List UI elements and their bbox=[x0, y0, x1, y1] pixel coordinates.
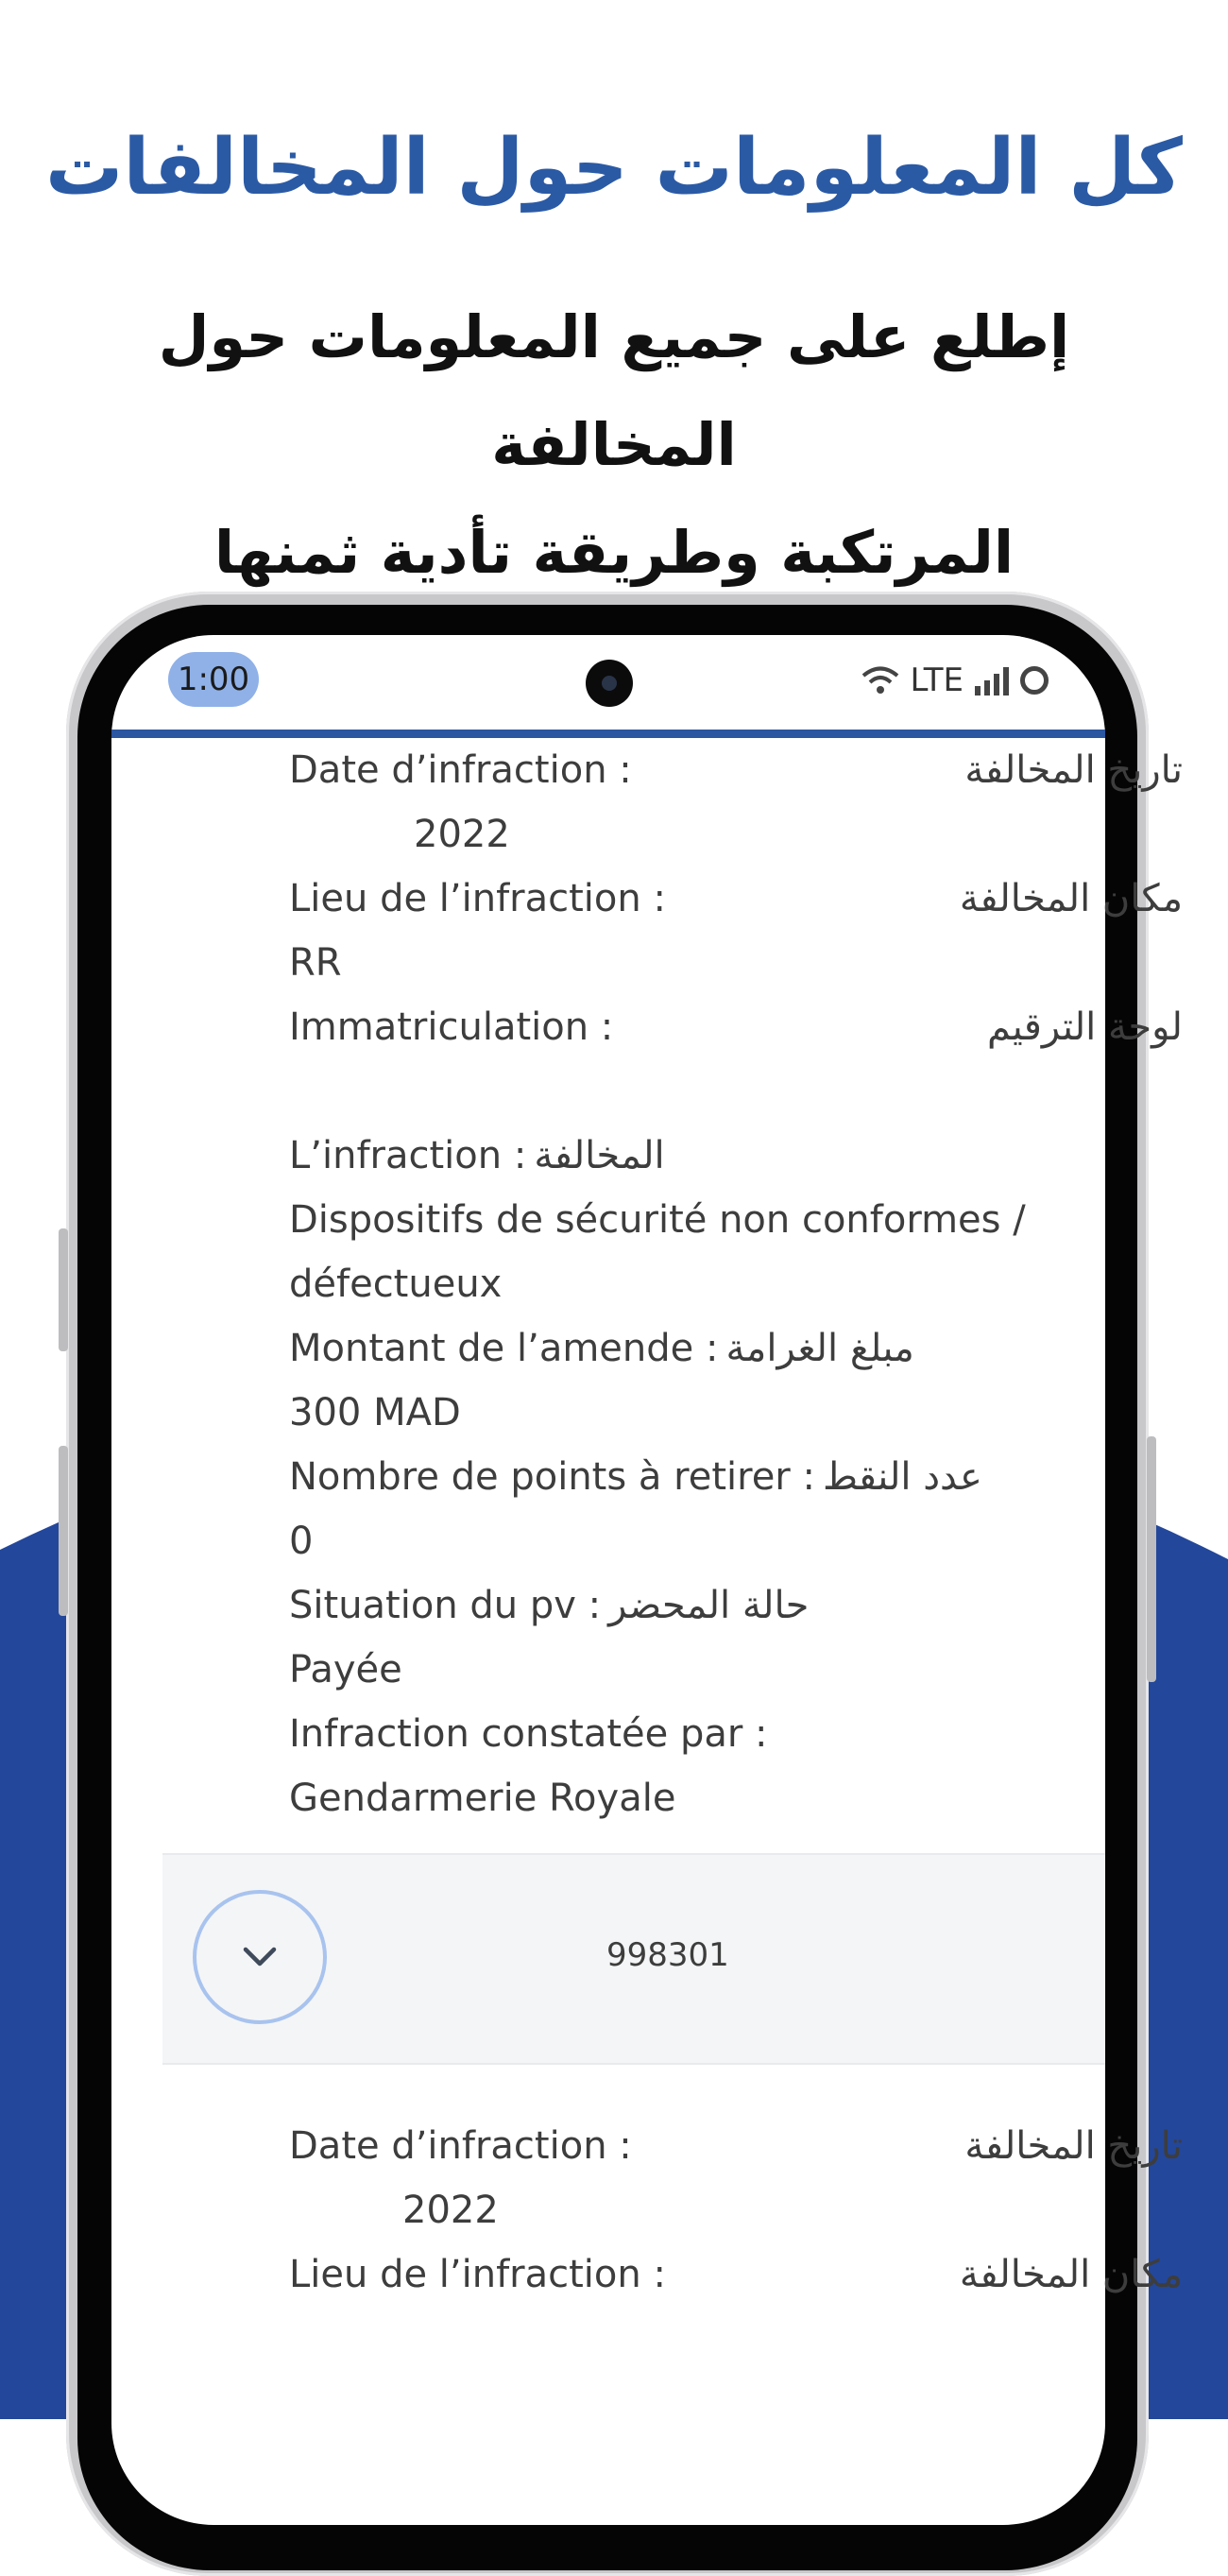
status-time: 1:00 bbox=[168, 652, 259, 707]
record1-constatee-row bbox=[289, 1702, 1183, 1766]
points-value: 0 bbox=[289, 1520, 314, 1563]
record1-date-row bbox=[289, 738, 1183, 802]
record1-constatee-value-row bbox=[289, 1766, 1183, 1830]
lieu-label-ar: مكان المخالفة bbox=[959, 877, 1183, 920]
lieu-label-fr: Lieu de l’infraction : bbox=[289, 877, 666, 920]
record2-lieu-row bbox=[289, 2242, 1183, 2307]
date-value: 2022 bbox=[414, 813, 510, 856]
phone-screen bbox=[111, 635, 1183, 2525]
date-label-fr: Date d’infraction : bbox=[289, 748, 632, 792]
infraction-details-list bbox=[111, 738, 1183, 2525]
app-header-accent-line bbox=[111, 730, 1105, 738]
record1-situation-row bbox=[289, 1573, 1183, 1638]
situation-label-fr: Situation du pv : bbox=[289, 1584, 602, 1627]
subtitle-line-1: إطلع على جميع المعلومات حول المخالفة bbox=[158, 302, 1070, 479]
infraction-value-line2: défectueux bbox=[289, 1262, 503, 1306]
constatee-value: Gendarmerie Royale bbox=[289, 1777, 676, 1820]
record1-situation-value-row bbox=[289, 1638, 1183, 1702]
record1-date-value-row bbox=[414, 802, 792, 867]
record1-lieu-row bbox=[289, 867, 1183, 931]
subtitle-line-2: المرتكبة وطريقة تأدية ثمنها bbox=[213, 518, 1015, 587]
points-label-fr: Nombre de points à retirer : bbox=[289, 1455, 815, 1499]
record2-date-label-fr: Date d’infraction : bbox=[289, 2124, 632, 2168]
infraction-value-line1: Dispositifs de sécurité non conformes / bbox=[289, 1198, 1026, 1242]
situation-value: Payée bbox=[289, 1648, 402, 1692]
record2-date-value-row bbox=[402, 2178, 780, 2242]
status-bar bbox=[111, 635, 1105, 730]
record1-points-value-row bbox=[289, 1509, 1183, 1573]
infraction-accordion-header[interactable] bbox=[162, 1853, 1105, 2065]
record2-lieu-label-fr: Lieu de l’infraction : bbox=[289, 2253, 666, 2296]
record1-immat-row bbox=[289, 995, 1183, 1059]
montant-label-fr: Montant de l’amende : bbox=[289, 1327, 719, 1370]
phone-side-button-left bbox=[59, 1446, 68, 1616]
signal-icon bbox=[973, 665, 1011, 696]
record1-infraction-value-line1 bbox=[289, 1188, 1183, 1252]
constatee-label-fr: Infraction constatée par : bbox=[289, 1712, 768, 1756]
record1-lieu-value-row bbox=[289, 931, 1183, 995]
record1-montant-value-row bbox=[289, 1381, 1183, 1445]
lieu-value: RR bbox=[289, 941, 342, 985]
immat-label-fr: Immatriculation : bbox=[289, 1005, 614, 1049]
points-label-ar: عدد النقط bbox=[822, 1455, 982, 1499]
montant-value: 300 MAD bbox=[289, 1391, 461, 1434]
record1-infraction-row bbox=[289, 1124, 1183, 1188]
status-icons bbox=[861, 656, 1049, 705]
record2-date-value: 2022 bbox=[402, 2189, 499, 2232]
expand-toggle-button[interactable] bbox=[193, 1890, 327, 2024]
infraction-label-fr: L’infraction : bbox=[289, 1134, 527, 1177]
immat-label-ar: لوحة الترقيم bbox=[987, 1005, 1183, 1049]
page-headline: كل المعلومات حول المخالفات bbox=[45, 123, 1183, 213]
situation-label-ar: حالة المحضر bbox=[608, 1584, 810, 1627]
record2-lieu-label-ar: مكان المخالفة bbox=[959, 2253, 1183, 2296]
record2-date-label-ar: تاريخ المخالفة bbox=[964, 2124, 1183, 2168]
record2-date-row bbox=[289, 2114, 1183, 2178]
record1-points-row bbox=[289, 1445, 1183, 1509]
infraction-number: 998301 bbox=[606, 1936, 729, 1974]
phone-volume-button bbox=[59, 1228, 68, 1351]
circle-icon bbox=[1020, 666, 1049, 695]
record1-montant-row bbox=[289, 1316, 1183, 1381]
front-camera bbox=[586, 660, 633, 707]
date-label-ar: تاريخ المخالفة bbox=[964, 748, 1183, 792]
record1-infraction-value-line2 bbox=[289, 1252, 1183, 1316]
wifi-icon bbox=[861, 663, 900, 697]
montant-label-ar: مبلغ الغرامة bbox=[725, 1327, 914, 1370]
chevron-down-icon bbox=[196, 1894, 323, 2020]
page-subtitle bbox=[38, 283, 1190, 607]
network-type-label: LTE bbox=[910, 661, 964, 699]
infraction-label-ar: المخالفة bbox=[534, 1134, 665, 1177]
